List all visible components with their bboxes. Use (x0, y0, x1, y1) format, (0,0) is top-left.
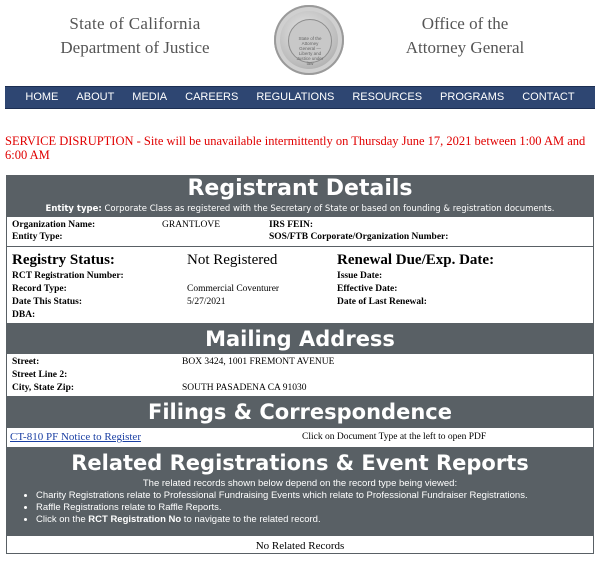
registry-status-value: Not Registered (187, 252, 278, 268)
issue-date-label: Issue Date: (337, 271, 383, 281)
related-title: Related Registrations & Event Reports (71, 451, 529, 475)
registrant-details-header (6, 175, 594, 217)
service-disruption-alert: SERVICE DISRUPTION - Site will be unavailable intermittently on Thursday June 17, 2021 between 1:00 AM and 6:00 AM (5, 134, 586, 162)
record-type-value: Commercial Coventurer (187, 284, 280, 294)
nav-media[interactable]: MEDIA (132, 91, 168, 103)
org-info-row (6, 217, 594, 247)
entity-type-note (6, 203, 594, 215)
seal-inner-circle (288, 19, 332, 66)
ct810-document-link[interactable]: CT-810 PF Notice to Register (10, 431, 141, 443)
filings-title: Filings & Correspondence (148, 400, 452, 424)
street-label: Street: (12, 357, 40, 367)
nav-careers[interactable]: CAREERS (185, 91, 239, 103)
nav-about[interactable]: ABOUT (76, 91, 115, 103)
registry-status-row (6, 247, 594, 324)
entity-type-note-label: Entity type: (45, 204, 102, 214)
dba-label: DBA: (12, 310, 36, 320)
registrant-panel (6, 175, 594, 555)
filings-row (6, 428, 594, 448)
registrant-details-title: Registrant Details (187, 176, 413, 201)
header-state-line: State of California (69, 14, 201, 33)
date-status-label: Date This Status: (12, 297, 83, 307)
org-name-value: GRANTLOVE (162, 220, 221, 230)
no-related-records: No Related Records (255, 540, 345, 552)
city-state-zip-label: City, State Zip: (12, 383, 75, 393)
street-value: BOX 3424, 1001 FREMONT AVENUE (182, 357, 335, 367)
header-office-line: Office of the (421, 14, 509, 33)
renewal-due-label: Renewal Due/Exp. Date: (337, 252, 495, 268)
registry-status-label: Registry Status: (12, 252, 115, 268)
entity-type-label: Entity Type: (12, 232, 63, 242)
last-renewal-label: Date of Last Renewal: (337, 297, 427, 307)
entity-type-note-value: Corporate Class as registered with the Secretary of State or based on founding & registration documents. (104, 204, 555, 214)
rct-registration-label: RCT Registration Number: (12, 271, 124, 281)
nav-home[interactable]: HOME (25, 91, 59, 103)
related-intro: The related records shown below depend on the record type being viewed: (142, 478, 458, 489)
filings-header (6, 397, 594, 428)
city-state-zip-value: SOUTH PASADENA CA 91030 (182, 383, 307, 393)
mailing-address-title: Mailing Address (205, 327, 395, 351)
site-header (0, 0, 600, 80)
record-type-label: Record Type: (12, 284, 67, 294)
nav-items (5, 87, 595, 108)
nav-resources[interactable]: RESOURCES (352, 91, 423, 103)
org-name-label: Organization Name: (12, 220, 96, 230)
nav-programs[interactable]: PROGRAMS (440, 91, 505, 103)
mailing-address-header (6, 324, 594, 354)
related-note-post: to navigate to the related record. (181, 514, 321, 525)
header-right-title (330, 12, 600, 60)
header-left-title (0, 12, 270, 60)
seal-text: State of the Attorney General — Liberty and Justice under law (296, 36, 324, 66)
header-ag-line: Attorney General (405, 38, 525, 57)
effective-date-label: Effective Date: (337, 284, 398, 294)
related-note-pre: Click on the (36, 514, 89, 525)
related-note-bold: RCT Registration No (88, 514, 182, 525)
related-header (6, 448, 594, 536)
main-nav (5, 86, 595, 109)
nav-regulations[interactable]: REGULATIONS (256, 91, 335, 103)
nav-contact[interactable]: CONTACT (522, 91, 575, 103)
filings-hint: Click on Document Type at the left to open PDF (302, 432, 487, 442)
related-notes-list (6, 490, 594, 526)
related-note-charity: • Charity Registrations relate to Professional Fundraising Events which relate to Professional Fundraiser Registrations. (36, 490, 594, 502)
header-department-line: Department of Justice (60, 38, 210, 57)
no-related-records-row (6, 536, 594, 554)
date-status-value: 5/27/2021 (187, 297, 226, 307)
related-note-raffle: • Raffle Registrations relate to Raffle Reports. (36, 502, 594, 514)
irs-fein-label: IRS FEIN: (269, 220, 314, 230)
sos-number-label: SOS/FTB Corporate/Organization Number: (269, 232, 449, 242)
street2-label: Street Line 2: (12, 370, 68, 380)
related-note-navigate (36, 514, 594, 526)
mailing-address-row (6, 354, 594, 397)
